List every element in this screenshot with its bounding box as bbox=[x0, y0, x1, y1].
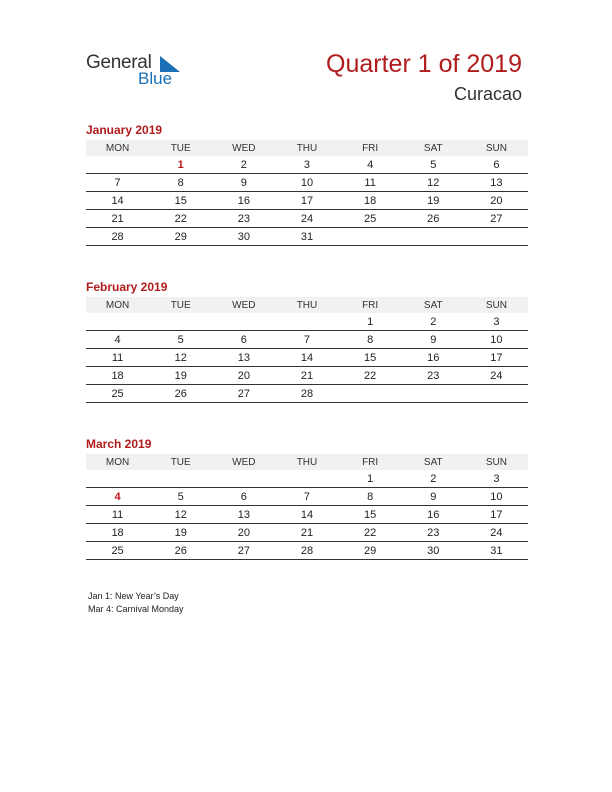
weekday-label: THU bbox=[275, 140, 338, 156]
calendar-table bbox=[86, 297, 528, 403]
month-february bbox=[86, 279, 528, 403]
week-row bbox=[86, 470, 528, 488]
day-cell: 30 bbox=[402, 542, 465, 560]
day-cell: 12 bbox=[402, 174, 465, 192]
day-cell: 27 bbox=[212, 542, 275, 560]
week-row bbox=[86, 313, 528, 331]
page-title: Quarter 1 of 2019 bbox=[326, 50, 522, 78]
weekday-label: TUE bbox=[149, 297, 212, 313]
empty-day-cell bbox=[86, 313, 149, 331]
weekday-label: SAT bbox=[402, 140, 465, 156]
day-cell: 8 bbox=[339, 488, 402, 506]
week-row bbox=[86, 210, 528, 228]
weekday-header-row bbox=[86, 140, 528, 156]
day-cell: 26 bbox=[149, 385, 212, 403]
weekday-label: TUE bbox=[149, 454, 212, 470]
day-cell: 20 bbox=[465, 192, 528, 210]
day-cell: 14 bbox=[275, 506, 338, 524]
day-cell: 17 bbox=[275, 192, 338, 210]
weekday-label: WED bbox=[212, 140, 275, 156]
weekday-label: FRI bbox=[339, 140, 402, 156]
weekday-label: SAT bbox=[402, 454, 465, 470]
empty-day-cell bbox=[212, 470, 275, 488]
logo bbox=[86, 52, 196, 92]
day-cell: 8 bbox=[339, 331, 402, 349]
day-cell: 26 bbox=[402, 210, 465, 228]
empty-day-cell bbox=[465, 385, 528, 403]
day-cell: 9 bbox=[402, 488, 465, 506]
weekday-label: MON bbox=[86, 454, 149, 470]
weekday-label: SAT bbox=[402, 297, 465, 313]
week-row bbox=[86, 349, 528, 367]
day-cell: 15 bbox=[149, 192, 212, 210]
week-row bbox=[86, 331, 528, 349]
empty-day-cell bbox=[149, 470, 212, 488]
day-cell: 15 bbox=[339, 506, 402, 524]
empty-day-cell bbox=[86, 470, 149, 488]
weekday-label: SUN bbox=[465, 454, 528, 470]
day-cell: 29 bbox=[339, 542, 402, 560]
day-cell: 21 bbox=[275, 524, 338, 542]
country-name: Curacao bbox=[453, 84, 522, 104]
day-cell: 23 bbox=[212, 210, 275, 228]
day-cell: 14 bbox=[86, 192, 149, 210]
holiday-note: Mar 4: Carnival Monday bbox=[88, 604, 184, 614]
day-cell: 6 bbox=[212, 488, 275, 506]
day-cell: 15 bbox=[339, 349, 402, 367]
weekday-label: FRI bbox=[339, 454, 402, 470]
day-cell: 22 bbox=[339, 524, 402, 542]
month-title: March 2019 bbox=[86, 437, 152, 451]
logo-blue-text: Blue bbox=[138, 69, 173, 88]
empty-day-cell bbox=[339, 228, 402, 246]
holiday-day-cell: 1 bbox=[149, 156, 212, 174]
day-cell: 24 bbox=[275, 210, 338, 228]
day-cell: 20 bbox=[212, 524, 275, 542]
day-cell: 10 bbox=[275, 174, 338, 192]
day-cell: 11 bbox=[339, 174, 402, 192]
day-cell: 3 bbox=[465, 313, 528, 331]
day-cell: 2 bbox=[402, 313, 465, 331]
day-cell: 24 bbox=[465, 524, 528, 542]
logo-general-text: General bbox=[86, 52, 152, 73]
empty-day-cell bbox=[275, 313, 338, 331]
empty-day-cell bbox=[339, 385, 402, 403]
week-row bbox=[86, 506, 528, 524]
day-cell: 22 bbox=[149, 210, 212, 228]
week-row bbox=[86, 488, 528, 506]
day-cell: 14 bbox=[275, 349, 338, 367]
week-row bbox=[86, 228, 528, 246]
month-title: February 2019 bbox=[86, 280, 168, 294]
day-cell: 11 bbox=[86, 349, 149, 367]
weekday-label: WED bbox=[212, 454, 275, 470]
day-cell: 16 bbox=[402, 506, 465, 524]
empty-day-cell bbox=[212, 313, 275, 331]
day-cell: 28 bbox=[86, 228, 149, 246]
day-cell: 10 bbox=[465, 488, 528, 506]
day-cell: 25 bbox=[339, 210, 402, 228]
holiday-note: Jan 1: New Year’s Day bbox=[88, 591, 179, 601]
month-january bbox=[86, 122, 528, 246]
empty-day-cell bbox=[149, 313, 212, 331]
day-cell: 18 bbox=[339, 192, 402, 210]
month-march bbox=[86, 436, 528, 560]
day-cell: 3 bbox=[465, 470, 528, 488]
week-row bbox=[86, 156, 528, 174]
day-cell: 25 bbox=[86, 542, 149, 560]
holiday-notes bbox=[88, 590, 184, 616]
day-cell: 31 bbox=[465, 542, 528, 560]
day-cell: 23 bbox=[402, 367, 465, 385]
day-cell: 27 bbox=[212, 385, 275, 403]
day-cell: 17 bbox=[465, 349, 528, 367]
day-cell: 13 bbox=[212, 506, 275, 524]
day-cell: 17 bbox=[465, 506, 528, 524]
holiday-day-cell: 4 bbox=[86, 488, 149, 506]
day-cell: 18 bbox=[86, 524, 149, 542]
day-cell: 23 bbox=[402, 524, 465, 542]
day-cell: 8 bbox=[149, 174, 212, 192]
weekday-label: THU bbox=[275, 454, 338, 470]
weekday-label: TUE bbox=[149, 140, 212, 156]
weekday-label: WED bbox=[212, 297, 275, 313]
day-cell: 30 bbox=[212, 228, 275, 246]
day-cell: 1 bbox=[339, 313, 402, 331]
day-cell: 28 bbox=[275, 542, 338, 560]
day-cell: 7 bbox=[275, 331, 338, 349]
weekday-header-row bbox=[86, 297, 528, 313]
day-cell: 5 bbox=[149, 331, 212, 349]
empty-day-cell bbox=[86, 156, 149, 174]
day-cell: 12 bbox=[149, 506, 212, 524]
day-cell: 16 bbox=[212, 192, 275, 210]
day-cell: 29 bbox=[149, 228, 212, 246]
empty-day-cell bbox=[465, 228, 528, 246]
day-cell: 31 bbox=[275, 228, 338, 246]
day-cell: 20 bbox=[212, 367, 275, 385]
month-title: January 2019 bbox=[86, 123, 163, 137]
week-row bbox=[86, 174, 528, 192]
day-cell: 5 bbox=[149, 488, 212, 506]
week-row bbox=[86, 542, 528, 560]
week-row bbox=[86, 367, 528, 385]
day-cell: 1 bbox=[339, 470, 402, 488]
week-row bbox=[86, 192, 528, 210]
weekday-label: SUN bbox=[465, 140, 528, 156]
weekday-label: MON bbox=[86, 140, 149, 156]
day-cell: 2 bbox=[402, 470, 465, 488]
day-cell: 16 bbox=[402, 349, 465, 367]
weekday-label: FRI bbox=[339, 297, 402, 313]
day-cell: 4 bbox=[339, 156, 402, 174]
weekday-label: THU bbox=[275, 297, 338, 313]
day-cell: 22 bbox=[339, 367, 402, 385]
day-cell: 6 bbox=[465, 156, 528, 174]
day-cell: 19 bbox=[149, 524, 212, 542]
day-cell: 11 bbox=[86, 506, 149, 524]
day-cell: 4 bbox=[86, 331, 149, 349]
day-cell: 19 bbox=[149, 367, 212, 385]
day-cell: 18 bbox=[86, 367, 149, 385]
empty-day-cell bbox=[402, 385, 465, 403]
day-cell: 26 bbox=[149, 542, 212, 560]
day-cell: 13 bbox=[465, 174, 528, 192]
day-cell: 10 bbox=[465, 331, 528, 349]
weekday-header-row bbox=[86, 454, 528, 470]
calendar-table bbox=[86, 454, 528, 560]
empty-day-cell bbox=[275, 470, 338, 488]
week-row bbox=[86, 385, 528, 403]
week-row bbox=[86, 524, 528, 542]
day-cell: 19 bbox=[402, 192, 465, 210]
day-cell: 21 bbox=[86, 210, 149, 228]
day-cell: 9 bbox=[212, 174, 275, 192]
day-cell: 28 bbox=[275, 385, 338, 403]
day-cell: 3 bbox=[275, 156, 338, 174]
day-cell: 25 bbox=[86, 385, 149, 403]
weekday-label: SUN bbox=[465, 297, 528, 313]
weekday-label: MON bbox=[86, 297, 149, 313]
day-cell: 9 bbox=[402, 331, 465, 349]
day-cell: 7 bbox=[275, 488, 338, 506]
day-cell: 24 bbox=[465, 367, 528, 385]
day-cell: 21 bbox=[275, 367, 338, 385]
day-cell: 13 bbox=[212, 349, 275, 367]
day-cell: 5 bbox=[402, 156, 465, 174]
day-cell: 12 bbox=[149, 349, 212, 367]
empty-day-cell bbox=[402, 228, 465, 246]
day-cell: 6 bbox=[212, 331, 275, 349]
calendar-table bbox=[86, 140, 528, 246]
day-cell: 7 bbox=[86, 174, 149, 192]
day-cell: 27 bbox=[465, 210, 528, 228]
day-cell: 2 bbox=[212, 156, 275, 174]
